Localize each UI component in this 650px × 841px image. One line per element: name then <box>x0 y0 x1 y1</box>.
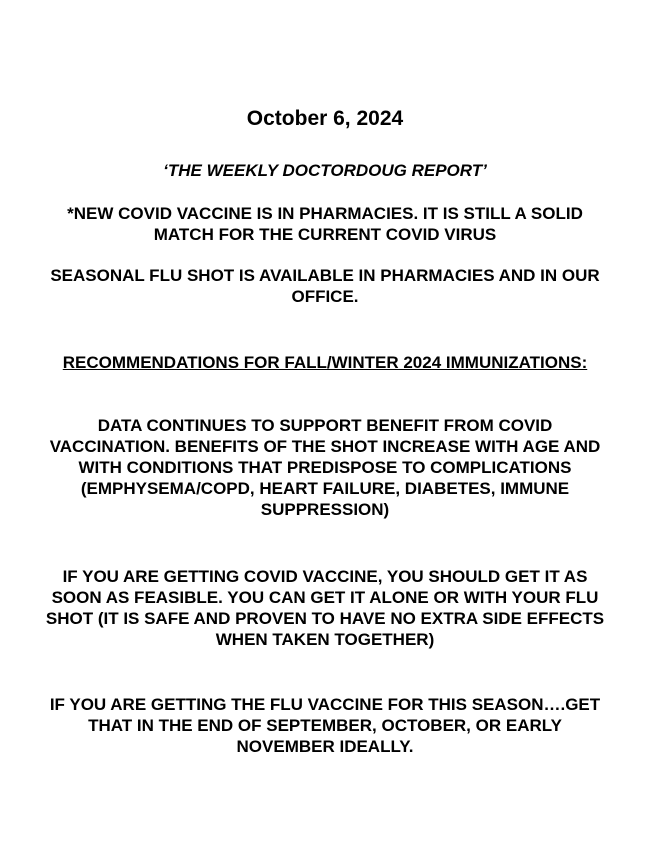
report-title: ‘THE WEEKLY DOCTORDOUG REPORT’ <box>163 161 487 180</box>
document-date: October 6, 2024 <box>246 107 404 130</box>
paragraph-new-covid-vaccine: *NEW COVID VACCINE IS IN PHARMACIES. IT IS STILL A SOLID MATCH FOR THE CURRENT COVID VIRUS <box>67 204 583 244</box>
paragraph-flu-timing: IF YOU ARE GETTING THE FLU VACCINE FOR THIS SEASON….GET THAT IN THE END OF SEPTEMBER, OCTOBER, OR EARLY NOVEMBER IDEALLY. <box>49 695 601 756</box>
paragraph-flu-shot-availability: SEASONAL FLU SHOT IS AVAILABLE IN PHARMACIES AND IN OUR OFFICE. <box>50 266 600 306</box>
section-heading-recommendations: RECOMMENDATIONS FOR FALL/WINTER 2024 IMMUNIZATIONS: <box>62 353 588 372</box>
paragraph-covid-benefit-data: DATA CONTINUES TO SUPPORT BENEFIT FROM COVID VACCINATION. BENEFITS OF THE SHOT INCREASE WITH AGE AND WITH CONDITIONS THAT PREDISPOSE TO COMPLICATIONS (EMPHYSEMA/COPD, HEART FAILURE, DIABETES, IMMUNE SUPPRESSION) <box>49 416 601 519</box>
paragraph-covid-timing: IF YOU ARE GETTING COVID VACCINE, YOU SHOULD GET IT AS SOON AS FEASIBLE. YOU CAN GET IT ALONE OR WITH YOUR FLU SHOT (IT IS SAFE AND PROVEN TO HAVE NO EXTRA SIDE EFFECTS WHEN TAKEN TOGETHER) <box>45 567 605 649</box>
